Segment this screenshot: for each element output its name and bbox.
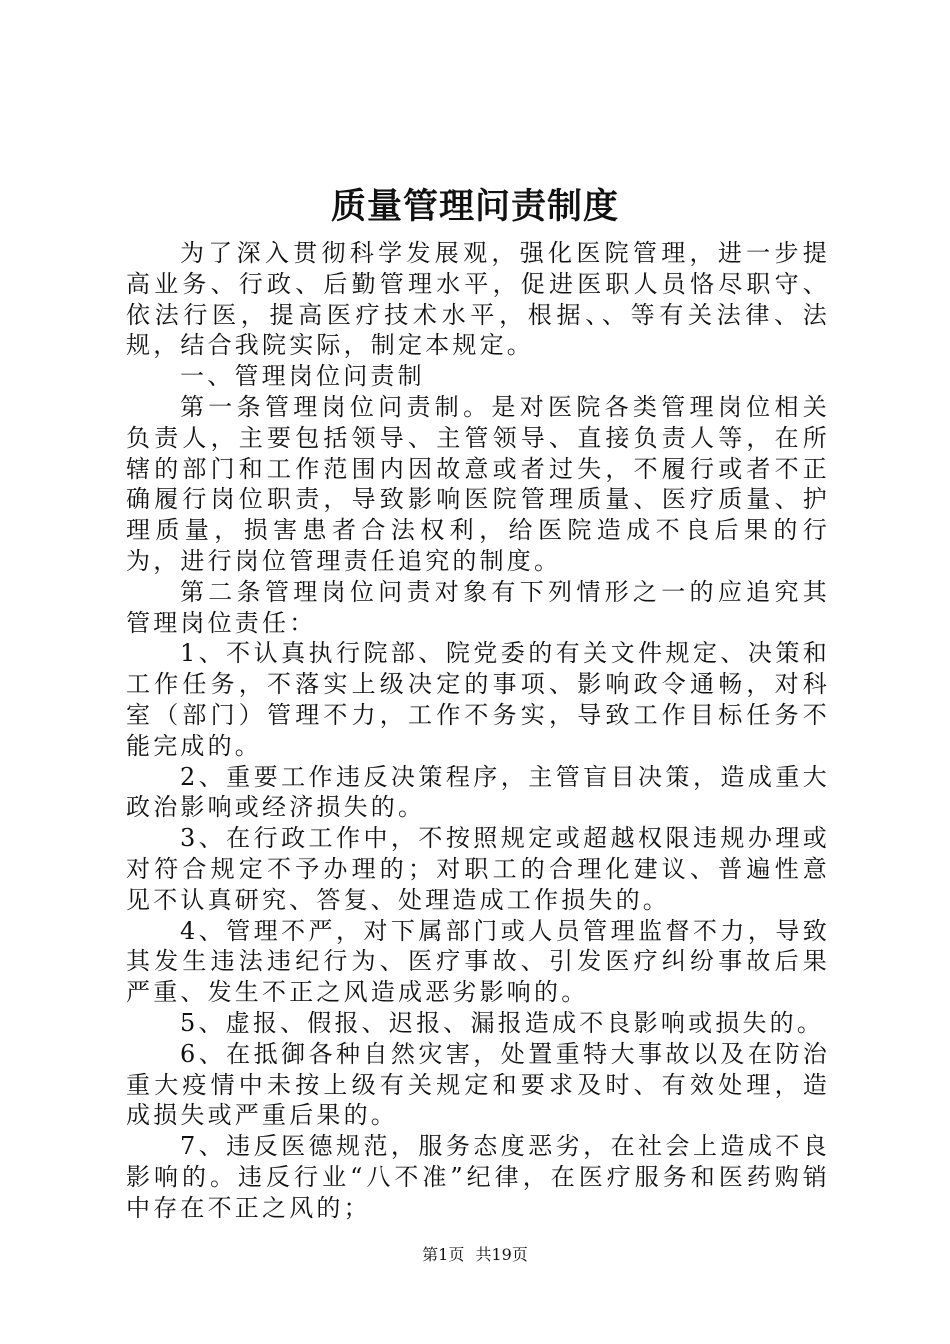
list-item-5: 5、虚报、假报、迟报、漏报造成不良影响或损失的。 xyxy=(180,1008,825,1037)
total-pages: 共19页 xyxy=(475,1245,528,1264)
section-heading: 一、管理岗位问责制 xyxy=(180,362,425,391)
list-item-4: 4、管理不严，对下属部门或人员管理监督不力，导致其发生违法违纪行为、医疗事故、引发医疗纠纷事故后果严重、发生不正之风造成恶劣影响的。 xyxy=(126,916,830,1007)
page-footer xyxy=(0,1245,950,1265)
list-item-7: 7、违反医德规范，服务态度恶劣，在社会上造成不良影响的。违反行业“八不准”纪律，在医疗服务和医药购销中存在不正之风的； xyxy=(126,1132,830,1222)
page-number: 第1页 xyxy=(422,1245,465,1264)
list-item-1: 1、不认真执行院部、院党委的有关文件规定、决策和工作任务，不落实上级决定的事项、影响政令通畅，对科室（部门）管理不力，工作不务实，导致工作目标任务不能完成的。 xyxy=(126,639,830,760)
document-title: 质量管理问责制度 xyxy=(330,186,619,227)
paragraph-article-2: 第二条管理岗位问责对象有下列情形之一的应追究其管理岗位责任： xyxy=(126,577,830,637)
list-item-6: 6、在抵御各种自然灾害，处置重特大事故以及在防治重大疫情中未按上级有关规定和要求及时、有效处理，造成损失或严重后果的。 xyxy=(126,1039,830,1130)
list-item-3: 3、在行政工作中，不按照规定或超越权限违规办理或对符合规定不予办理的；对职工的合理化建议、普遍性意见不认真研究、答复、处理造成工作损失的。 xyxy=(126,824,830,914)
document-body xyxy=(126,238,830,1224)
list-item-2: 2、重要工作违反决策程序，主管盲目决策，造成重大政治影响或经济损失的。 xyxy=(126,762,830,822)
paragraph-article-1: 第一条管理岗位问责制。是对医院各类管理岗位相关负责人，主要包括领导、主管领导、直接负责人等，在所辖的部门和工作范围内因故意或者过失，不履行或者不正确履行岗位职责，导致影响医院管理质量、医疗质量、护理质量，损害患者合法权利，给医院造成不良后果的行为，进行岗位管理责任追究的制度。 xyxy=(126,392,830,575)
paragraph-intro: 为了深入贯彻科学发展观，强化医院管理，进一步提高业务、行政、后勤管理水平，促进医职人员恪尽职守、依法行医，提高医疗技术水平，根据、、等有关法律、法规，结合我院实际，制定本规定。 xyxy=(126,239,830,360)
